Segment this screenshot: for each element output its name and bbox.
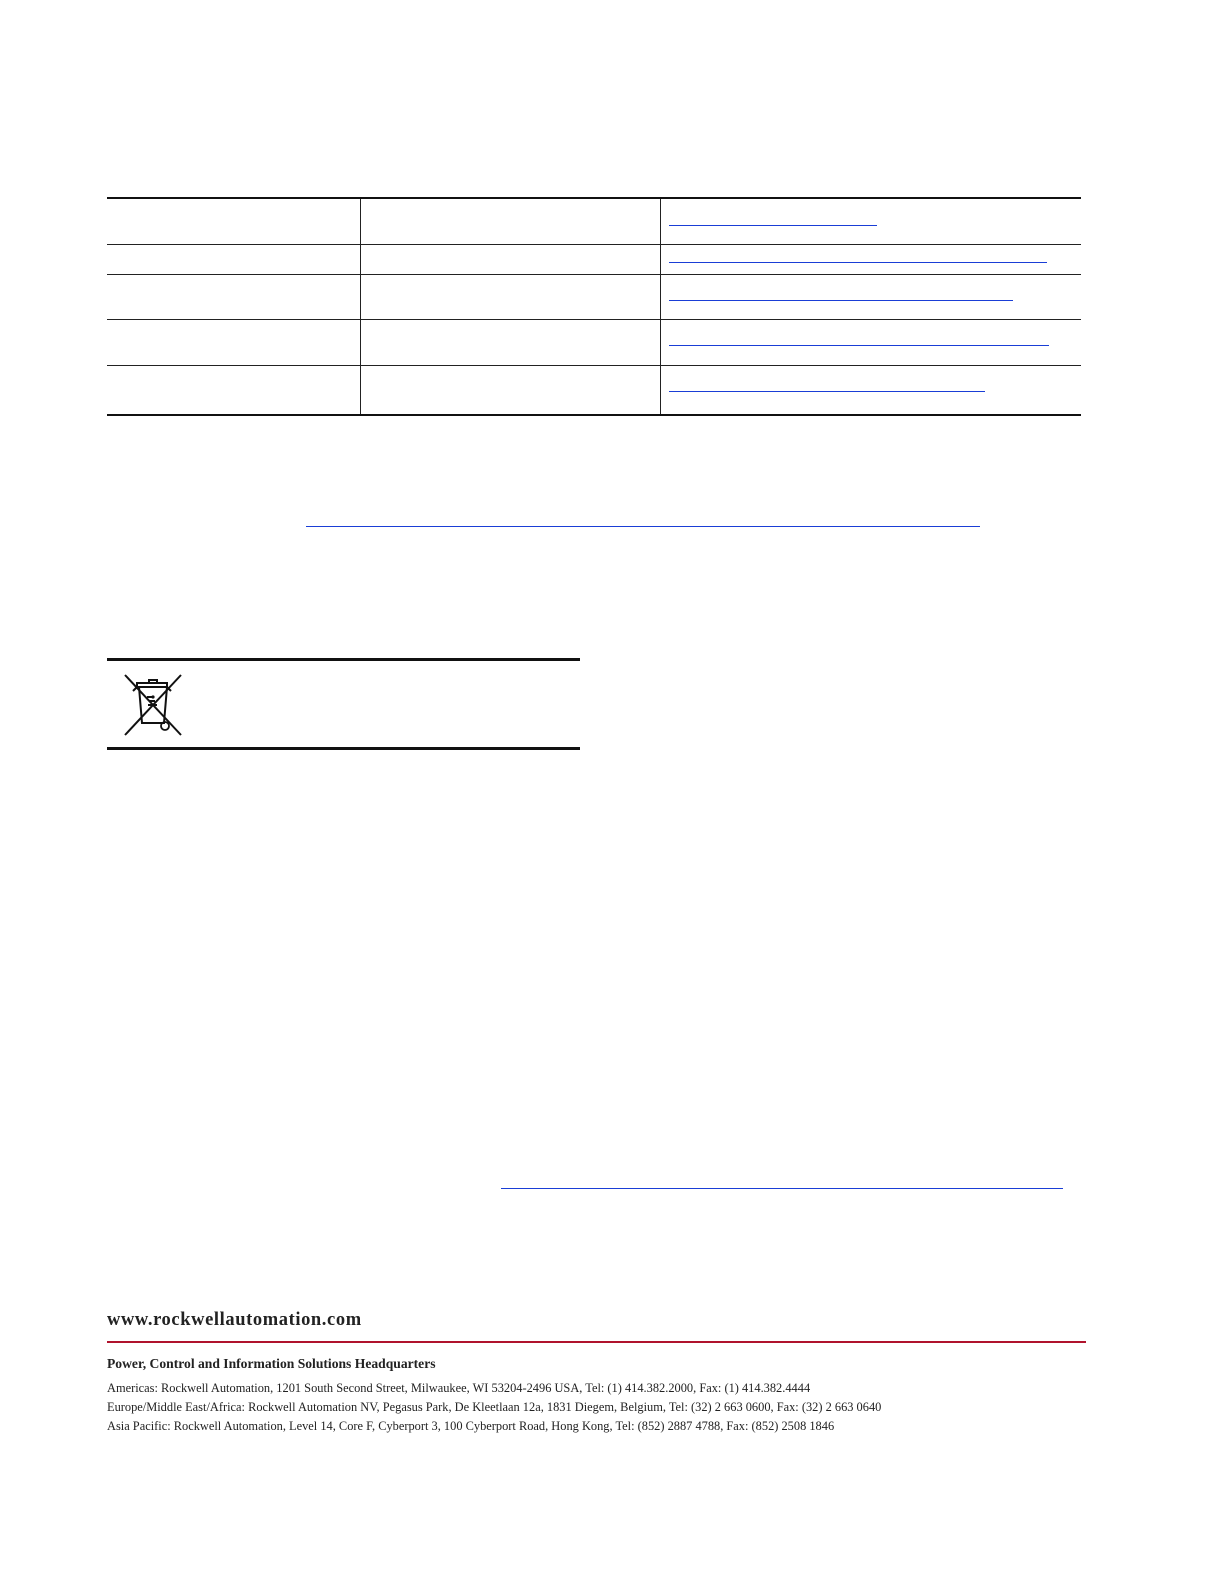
- resource-link[interactable]: [669, 345, 1049, 346]
- table-row: [107, 244, 1081, 274]
- link-cell: [661, 199, 1081, 244]
- emea-address: Europe/Middle East/Africa: Rockwell Automation NV, Pegasus Park, De Kleetlaan 12a, 1831 Diegem, Belgium, Tel: (32) 2 663 0600, Fax: (32) 2 663 0640: [107, 1400, 882, 1414]
- resource-cell: [107, 275, 361, 319]
- asia-pacific-address: Asia Pacific: Rockwell Automation, Level 14, Core F, Cyberport 3, 100 Cyberport Road, Hong Kong, Tel: (852) 2887 4788, Fax: (852) 2508 1846: [107, 1419, 835, 1433]
- resource-link[interactable]: [669, 225, 877, 226]
- link-cell: [661, 275, 1081, 319]
- link-cell: [661, 320, 1081, 365]
- resource-cell: [107, 320, 361, 365]
- link-cell: [661, 245, 1081, 274]
- headquarters-title: Power, Control and Information Solutions Headquarters: [107, 1356, 436, 1371]
- weee-notice-box: [107, 658, 580, 750]
- table-row: [107, 365, 1081, 414]
- table-row: [107, 319, 1081, 365]
- literature-link[interactable]: [306, 526, 980, 527]
- description-cell: [361, 366, 661, 414]
- resource-link[interactable]: [669, 391, 985, 392]
- resource-cell: [107, 366, 361, 414]
- crossed-out-wheelie-bin-icon: [123, 673, 183, 737]
- description-cell: [361, 199, 661, 244]
- table-row: [107, 199, 1081, 244]
- website-link[interactable]: www.rockwellautomation.com: [107, 1310, 362, 1330]
- resource-link[interactable]: [669, 300, 1013, 301]
- resource-cell: [107, 199, 361, 244]
- description-cell: [361, 275, 661, 319]
- description-cell: [361, 320, 661, 365]
- americas-address: Americas: Rockwell Automation, 1201 South Second Street, Milwaukee, WI 53204-2496 USA, Tel: (1) 414.382.2000, Fax: (1) 414.382.4444: [107, 1381, 811, 1395]
- table-row: [107, 274, 1081, 319]
- resource-table: [107, 197, 1081, 416]
- support-link[interactable]: [501, 1188, 1063, 1189]
- description-cell: [361, 245, 661, 274]
- link-cell: [661, 366, 1081, 414]
- footer-divider: [107, 1341, 1086, 1343]
- resource-link[interactable]: [669, 262, 1047, 263]
- resource-cell: [107, 245, 361, 274]
